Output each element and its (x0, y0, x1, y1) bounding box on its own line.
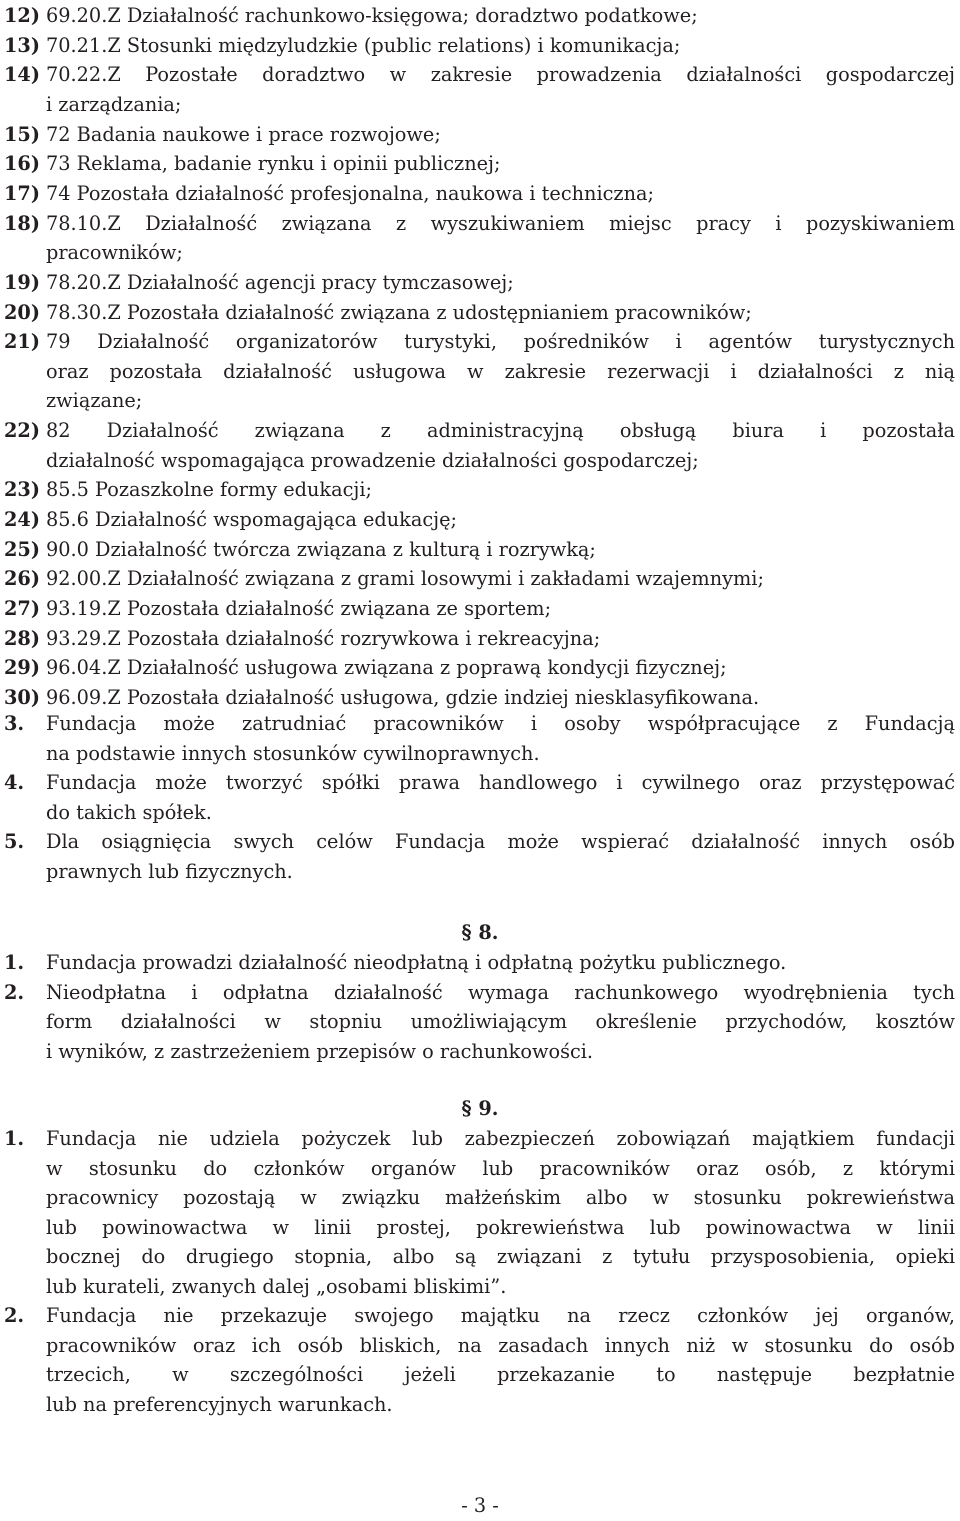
item-number: 1. (4, 1127, 25, 1150)
item-text-line: Fundacja prowadzi działalność nieodpłatną i odpłatną pożytku publicznego. (46, 951, 787, 974)
item-number: 25) (4, 537, 40, 561)
item-text-line: 96.04.Z Działalność usługowa związana z poprawą kondycji fizycznej; (46, 656, 727, 680)
item-text-line: 78.20.Z Działalność agencji pracy tymczasowej; (46, 270, 514, 294)
item-number: 14) (4, 63, 40, 87)
item-number: 28) (4, 626, 40, 650)
item-text-line: 82 Działalność związana z administracyjną obsługą biura i pozostała (46, 419, 955, 443)
item-text-line: 70.22.Z Pozostałe doradztwo w zakresie prowadzenia działalności gospodarczej (46, 63, 955, 87)
item-text-line: 74 Pozostała działalność profesjonalna, naukowa i techniczna; (46, 181, 654, 205)
item-text-line: pracowników oraz ich osób bliskich, na zasadach innych niż w stosunku do osób (46, 1333, 955, 1357)
item-text-line: 78.10.Z Działalność związana z wyszukiwaniem miejsc pracy i pozyskiwaniem (46, 211, 955, 235)
item-text-line: na podstawie innych stosunków cywilnoprawnych. (46, 741, 540, 765)
item-number: 15) (4, 122, 40, 146)
item-number: 5. (4, 830, 25, 853)
item-text-line: do takich spółek. (46, 800, 212, 824)
item-text-line: Fundacja nie udziela pożyczek lub zabezpieczeń zobowiązań majątkiem fundacji (46, 1127, 955, 1150)
item-text-line: form działalności w stopniu umożliwiającym określenie przychodów, kosztów (46, 1010, 955, 1033)
item-text-line: 93.19.Z Pozostała działalność związana ze sportem; (46, 597, 552, 620)
section-9-title: § 9. (461, 1097, 499, 1120)
item-text-line: pracownicy pozostają w związku małżeńskim albo w stosunku pokrewieństwa (46, 1186, 955, 1209)
item-number: 3. (4, 712, 25, 735)
item-number: 22) (4, 419, 40, 443)
item-text-line: 96.09.Z Pozostała działalność usługowa, gdzie indziej niesklasyfikowana. (46, 685, 760, 709)
item-number: 30) (4, 685, 40, 709)
item-number: 2. (4, 980, 25, 1004)
item-text-line: związane; (46, 389, 143, 413)
item-text-line: 69.20.Z Działalność rachunkowo-księgowa; doradztwo podatkowe; (46, 4, 698, 27)
item-text-line: lub powinowactwa w linii prostej, pokrewieństwa lub powinowactwa w linii (46, 1215, 955, 1239)
item-number: 24) (4, 508, 40, 532)
item-text-line: oraz pozostała działalność usługowa w zakresie rezerwacji i działalności z nią (46, 359, 955, 383)
item-text-line: 90.0 Działalność twórcza związana z kulturą i rozrywką; (46, 537, 596, 561)
item-text-line: 70.21.Z Stosunki międzyludzkie (public relations) i komunikacja; (46, 33, 681, 57)
item-text-line: Fundacja może zatrudniać pracowników i osoby współpracujące z Fundacją (46, 712, 955, 735)
item-text-line: 92.00.Z Działalność związana z grami losowymi i zakładami wzajemnymi; (46, 567, 764, 591)
item-number: 18) (4, 211, 40, 235)
item-text-line: trzecich, w szczególności jeżeli przekazanie to następuje bezpłatnie (46, 1363, 955, 1386)
item-number: 29) (4, 656, 40, 680)
item-number: 26) (4, 567, 40, 591)
item-number: 4. (4, 771, 25, 794)
item-number: 19) (4, 270, 40, 294)
item-text-line: działalność wspomagająca prowadzenie działalności gospodarczej; (46, 448, 699, 472)
item-text-line: Dla osiągnięcia swych celów Fundacja może wspierać działalność innych osób (46, 830, 955, 853)
item-text-line: pracowników; (46, 241, 183, 265)
item-text-line: prawnych lub fizycznych. (46, 859, 293, 883)
item-text-line: 85.5 Pozaszkolne formy edukacji; (46, 478, 373, 502)
item-text-line: 79 Działalność organizatorów turystyki, pośredników i agentów turystycznych (46, 330, 955, 354)
item-text-line: Fundacja nie przekazuje swojego majątku na rzecz członków jej organów, (46, 1304, 955, 1327)
item-number: 2. (4, 1304, 25, 1327)
item-number: 20) (4, 300, 40, 324)
item-text-line: w stosunku do członków organów lub pracowników oraz osób, z którymi (46, 1156, 955, 1180)
item-number: 17) (4, 181, 40, 205)
item-text-line: i wyników, z zastrzeżeniem przepisów o rachunkowości. (46, 1039, 594, 1063)
item-text-line: i zarządzania; (46, 92, 182, 116)
item-text-line: lub kurateli, zwanych dalej „osobami bliskimi”. (46, 1274, 507, 1298)
item-text-line: 78.30.Z Pozostała działalność związana z udostępnianiem pracowników; (46, 300, 752, 324)
item-number: 16) (4, 152, 40, 176)
item-text-line: Fundacja może tworzyć spółki prawa handlowego i cywilnego oraz przystępować (46, 771, 955, 794)
item-number: 12) (4, 4, 40, 27)
item-number: 21) (4, 330, 40, 354)
item-text-line: Nieodpłatna i odpłatna działalność wymaga rachunkowego wyodrębnienia tych (46, 980, 955, 1004)
item-text-line: 73 Reklama, badanie rynku i opinii publicznej; (46, 152, 501, 176)
item-number: 23) (4, 478, 40, 502)
item-text-line: 93.29.Z Pozostała działalność rozrywkowa i rekreacyjna; (46, 626, 601, 650)
item-text-line: 72 Badania naukowe i prace rozwojowe; (46, 122, 441, 146)
item-number: 1. (4, 951, 25, 974)
item-text-line: 85.6 Działalność wspomagająca edukację; (46, 508, 457, 532)
section-8-title: § 8. (461, 921, 499, 944)
page-number: - 3 - (461, 1494, 499, 1517)
item-number: 27) (4, 597, 40, 620)
item-text-line: bocznej do drugiego stopnia, albo są związani z tytułu przysposobienia, opieki (46, 1245, 955, 1268)
item-text-line: lub na preferencyjnych warunkach. (46, 1392, 393, 1416)
item-number: 13) (4, 33, 40, 57)
